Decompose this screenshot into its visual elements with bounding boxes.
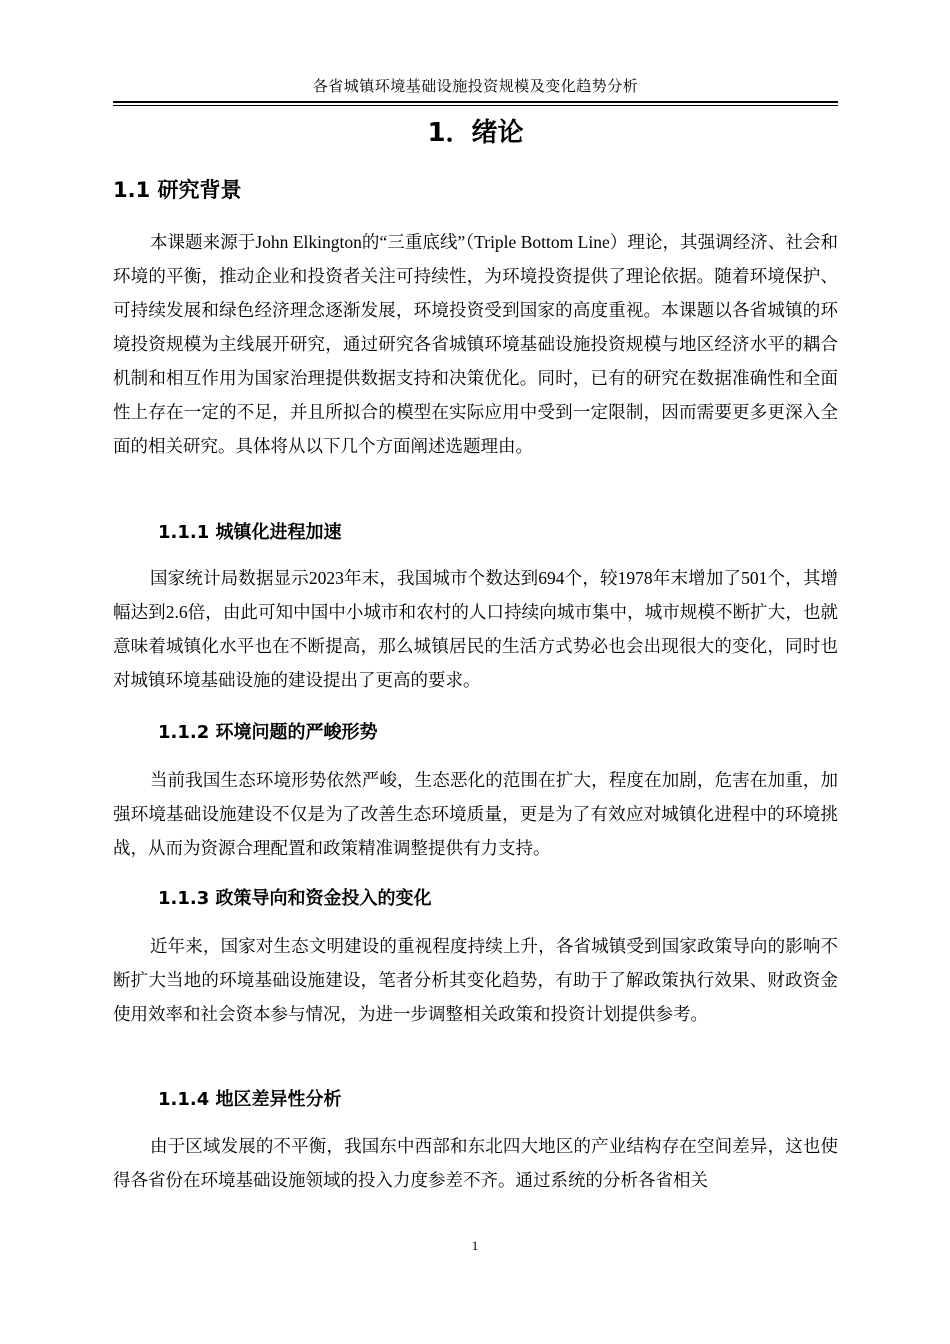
subsection-paragraph-1-1-2: 当前我国生态环境形势依然严峻，生态恶化的范围在扩大，程度在加剧，危害在加重，加强环境基础设施建设不仅是为了改善生态环境质量，更是为了有效应对城镇化进程中的环境挑战，从而为资源合理配置和政策精准调整提供有力支持。 xyxy=(113,770,838,858)
chapter-title: 1．绪论 xyxy=(427,118,524,148)
subsection-heading-1-1-3: 1.1.3 政策导向和资金投入的变化 xyxy=(158,888,432,909)
section-intro-paragraph: 本课题来源于John Elkington的“三重底线”（Triple Bottom Line）理论，其强调经济、社会和环境的平衡，推动企业和投资者关注可持续性，为环境投资提供了理论依据。随着环境保护、可持续发展和绿色经济理念逐渐发展，环境投资受到国家的高度重视。本课题以各省城镇的环境投资规模为主线展开研究，通过研究各省城镇环境基础设施投资规模与地区经济水平的耦合机制和相互作用为国家治理提供数据支持和决策优化。同时，已有的研究在数据准确性和全面性上存在一定的不足，并且所拟合的模型在实际应用中受到一定限制，因而需要更多更深入全面的相关研究。具体将从以下几个方面阐述选题理由。 xyxy=(113,232,838,456)
subsection-paragraph-1-1-3: 近年来，国家对生态文明建设的重视程度持续上升，各省城镇受到国家政策导向的影响不断扩大当地的环境基础设施建设，笔者分析其变化趋势，有助于了解政策执行效果、财政资金使用效率和社会资本参与情况，为进一步调整相关政策和投资计划提供参考。 xyxy=(113,936,838,1024)
header-rule-thin xyxy=(113,105,838,106)
running-header: 各省城镇环境基础设施投资规模及变化趋势分析 xyxy=(312,79,639,95)
section-heading: 1.1 研究背景 xyxy=(113,178,242,202)
subsection-paragraph-1-1-4: 由于区域发展的不平衡，我国东中西部和东北四大地区的产业结构存在空间差异，这也使得各省份在环境基础设施领域的投入力度参差不齐。通过系统的分析各省相关 xyxy=(113,1136,838,1190)
subsection-paragraph-1-1-1: 国家统计局数据显示2023年末，我国城市个数达到694个，较1978年末增加了501个，其增幅达到2.6倍，由此可知中国中小城市和农村的人口持续向城市集中，城市规模不断扩大，也就意味着城镇化水平也在不断提高，那么城镇居民的生活方式势必也会出现很大的变化，同时也对城镇环境基础设施的建设提出了更高的要求。 xyxy=(113,568,838,690)
subsection-heading-1-1-2: 1.1.2 环境问题的严峻形势 xyxy=(158,722,378,743)
page-number: 1 xyxy=(471,1238,479,1253)
subsection-heading-1-1-4: 1.1.4 地区差异性分析 xyxy=(158,1089,342,1110)
header-rule xyxy=(113,101,838,103)
subsection-heading-1-1-1: 1.1.1 城镇化进程加速 xyxy=(158,522,342,543)
